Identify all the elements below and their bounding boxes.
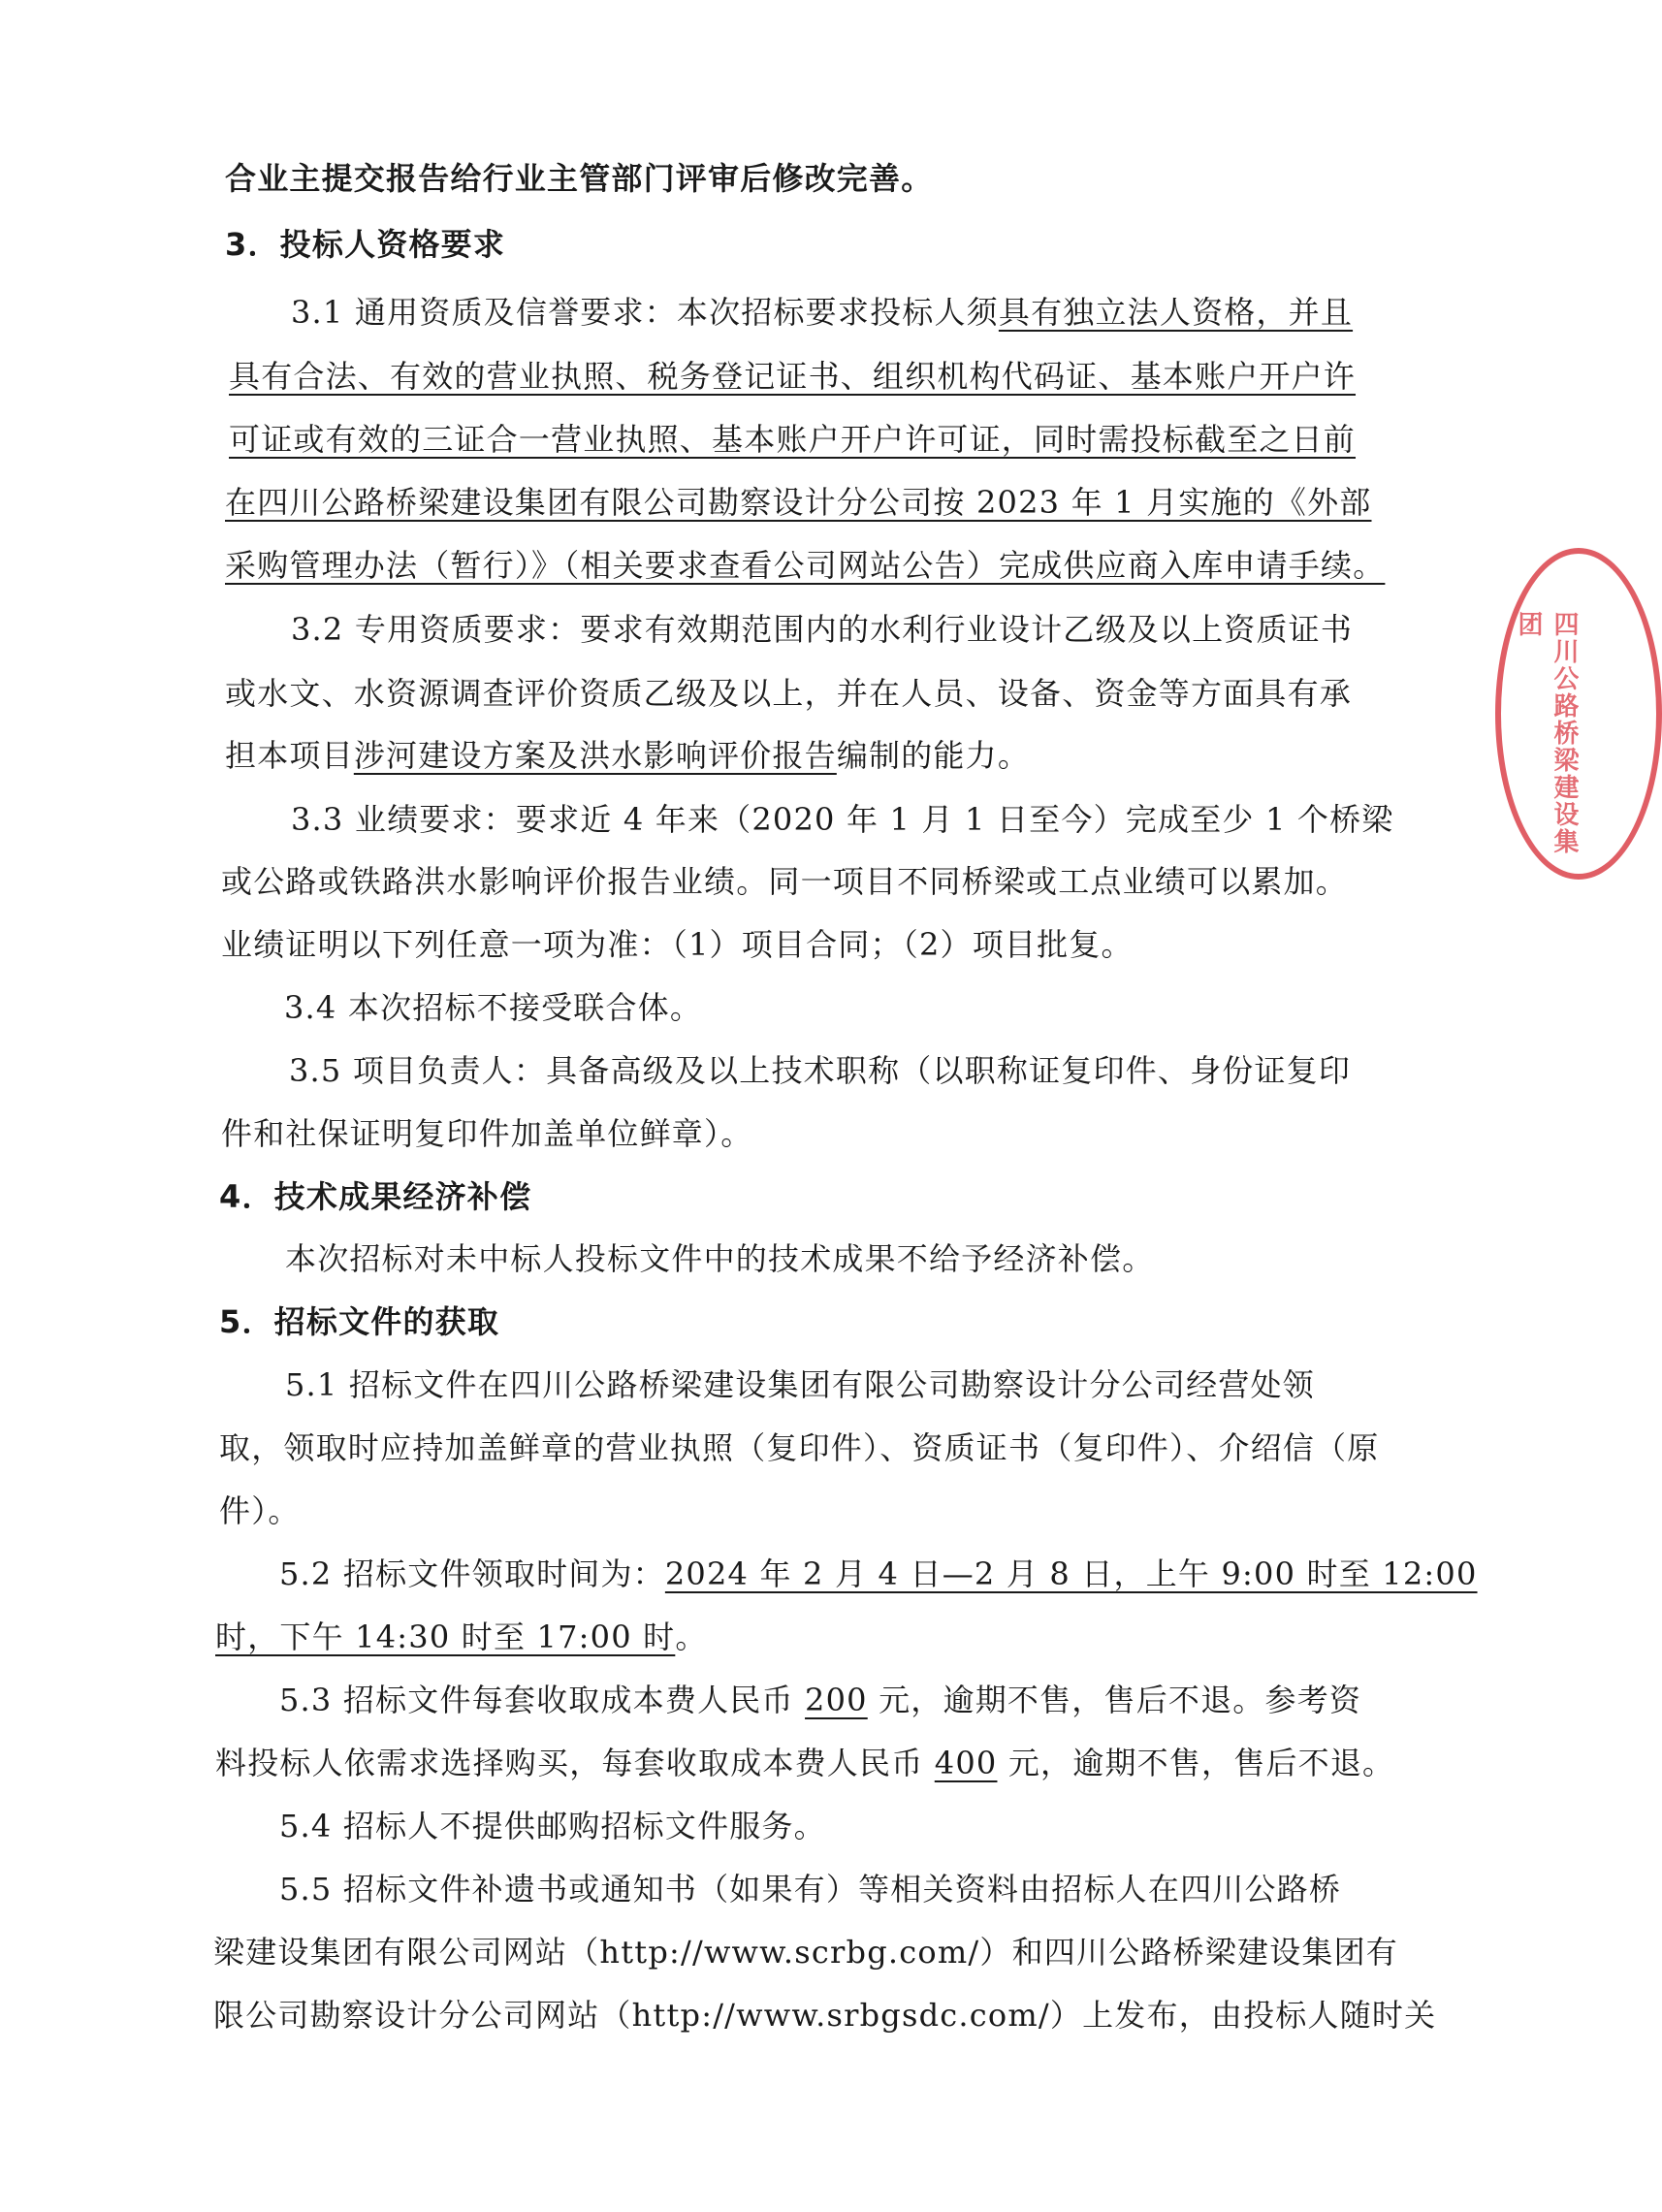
para-continuation: 合业主提交报告给行业主管部门评审后修改完善。	[225, 160, 934, 197]
para-3-3-line2: 或公路或铁路洪水影响评价报告业绩。同一项目不同桥梁或工点业绩可以累加。	[221, 863, 1349, 900]
para-3-4: 3.4 本次招标不接受联合体。	[284, 989, 703, 1026]
para-3-2-line3: 担本项目涉河建设方案及洪水影响评价报告编制的能力。	[225, 737, 1031, 774]
para-4: 本次招标对未中标人投标文件中的技术成果不给予经济补偿。	[285, 1240, 1155, 1277]
para-5-2: 5.2 招标文件领取时间为：2024 年 2 月 4 日—2 月 8 日，上午 9:00 时至 12:00	[279, 1555, 1478, 1592]
para-5-4: 5.4 招标人不提供邮购招标文件服务。	[279, 1808, 826, 1844]
para-5-2-line2: 时，下午 14:30 时至 17:00 时。	[215, 1619, 708, 1655]
para-3-5-line2: 件和社保证明复印件加盖单位鲜章）。	[221, 1115, 753, 1152]
para-3-5: 3.5 项目负责人：具备高级及以上技术职称（以职称证复印件、身份证复印	[289, 1052, 1352, 1089]
para-5-1-line2: 取，领取时应持加盖鲜章的营业执照（复印件）、资质证书（复印件）、介绍信（原	[219, 1429, 1380, 1466]
para-5-5: 5.5 招标文件补遗书或通知书（如果有）等相关资料由招标人在四川公路桥	[279, 1871, 1342, 1907]
para-3-2-line2: 或水文、水资源调查评价资质乙级及以上，并在人员、设备、资金等方面具有承	[225, 675, 1353, 712]
para-3-1-line2: 具有合法、有效的营业执照、税务登记证书、组织机构代码证、基本账户开户许	[229, 358, 1357, 395]
para-5-5-line3: 限公司勘察设计分公司网站（http://www.srbgsdc.com/）上发布，由投标人随时关	[213, 1997, 1437, 2034]
para-3-1-line4: 在四川公路桥梁建设集团有限公司勘察设计分公司按 2023 年 1 月实施的《外部	[225, 484, 1372, 521]
para-5-3: 5.3 招标文件每套收取成本费人民币 200 元，逾期不售，售后不退。参考资	[279, 1682, 1362, 1718]
para-3-1-line5: 采购管理办法（暂行）》（相关要求查看公司网站公告）完成供应商入库申请手续。	[225, 547, 1386, 584]
para-3-2: 3.2 专用资质要求：要求有效期范围内的水利行业设计乙级及以上资质证书	[291, 611, 1354, 648]
para-3-1: 3.1 通用资质及信誉要求：本次招标要求投标人须具有独立法人资格，并且	[291, 294, 1354, 331]
para-3-1-line3: 可证或有效的三证合一营业执照、基本账户开户许可证，同时需投标截至之日前	[229, 421, 1357, 458]
heading-compensation: 4．技术成果经济补偿	[219, 1178, 532, 1215]
seal-lettering: 四川公路桥梁建设集团	[1514, 611, 1579, 855]
para-5-1: 5.1 招标文件在四川公路桥梁建设集团有限公司勘察设计分公司经营处领	[285, 1366, 1315, 1403]
para-5-3-line2: 料投标人依需求选择购买，每套收取成本费人民币 400 元，逾期不售，售后不退。	[215, 1745, 1395, 1781]
para-5-5-line2: 梁建设集团有限公司网站（http://www.scrbg.com/）和四川公路桥梁建设集团有	[213, 1934, 1398, 1971]
para-3-3: 3.3 业绩要求：要求近 4 年来（2020 年 1 月 1 日至今）完成至少 1 个桥梁	[291, 801, 1394, 838]
company-seal	[1493, 543, 1579, 873]
para-5-1-line3: 件）。	[219, 1492, 301, 1529]
heading-obtain-documents: 5．招标文件的获取	[219, 1303, 500, 1340]
para-3-3-line3: 业绩证明以下列任意一项为准：（1）项目合同；（2）项目批复。	[221, 926, 1134, 963]
heading-qualifications: 3．投标人资格要求	[225, 226, 506, 263]
